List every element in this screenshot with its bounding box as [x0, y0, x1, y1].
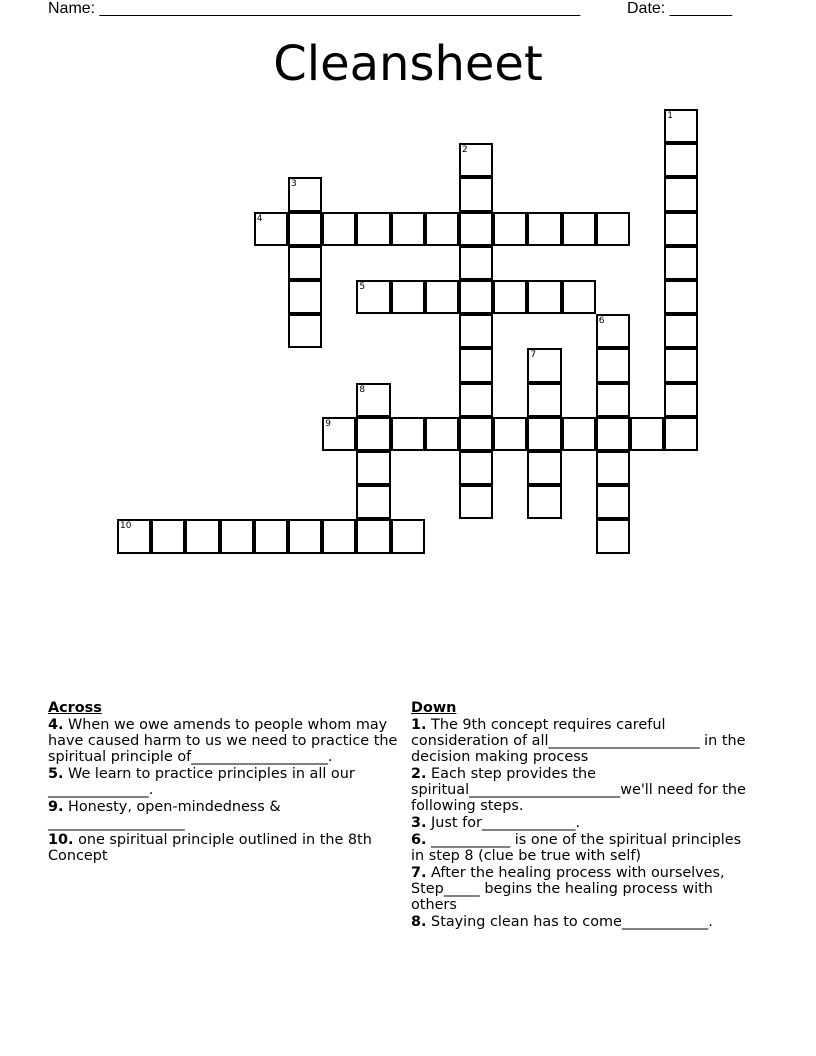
clue — [411, 914, 756, 930]
clue-text: Honesty, open-mindedness & ___________________ — [48, 799, 281, 831]
grid-cell[interactable] — [664, 109, 698, 143]
grid-cell[interactable] — [527, 280, 561, 314]
grid-cell[interactable] — [459, 143, 493, 177]
grid-cell[interactable] — [664, 417, 698, 451]
grid-cell[interactable] — [493, 280, 527, 314]
clue-number: 1. — [411, 717, 427, 733]
grid-cell[interactable] — [562, 212, 596, 246]
grid-cell[interactable] — [527, 417, 561, 451]
clue — [411, 832, 756, 864]
clue-number: 5 — [359, 282, 366, 292]
grid-cell[interactable] — [391, 280, 425, 314]
clue-number: 9 — [325, 418, 331, 429]
grid-cell[interactable] — [664, 246, 698, 280]
clue — [48, 799, 404, 831]
grid-cell[interactable] — [288, 212, 322, 246]
grid-cell[interactable] — [459, 212, 493, 246]
clue-text: After the healing process with ourselves, Step_____ begins the healing process with others — [411, 865, 725, 913]
clue — [411, 766, 756, 814]
grid-cell[interactable] — [356, 485, 390, 519]
grid-cell[interactable] — [664, 143, 698, 177]
date-field[interactable]: Date: _______ — [627, 0, 732, 17]
clue — [411, 815, 756, 831]
grid-cell[interactable] — [493, 212, 527, 246]
clue-text: Staying clean has to come____________. — [426, 914, 713, 930]
clue-number: 2 — [462, 145, 468, 156]
clue-text: The 9th concept requires careful consideration of all_____________________ in the decision making process — [411, 717, 746, 765]
clue-number: 10 — [120, 521, 132, 532]
clue-number: 3. — [411, 815, 427, 831]
grid-cell[interactable] — [254, 519, 288, 553]
page-title: Cleansheet — [273, 36, 543, 92]
grid-cell[interactable] — [596, 348, 630, 382]
grid-cell[interactable] — [459, 177, 493, 211]
grid-cell[interactable] — [117, 519, 151, 553]
grid-cell[interactable] — [288, 280, 322, 314]
clue-number: 1 — [667, 111, 673, 121]
grid-cell[interactable] — [391, 519, 425, 553]
grid-cell[interactable] — [630, 417, 664, 451]
clue-number: 4 — [256, 213, 263, 224]
clue-text: We learn to practice principles in all our ______________. — [48, 766, 355, 798]
grid-cell[interactable] — [596, 485, 630, 519]
clue-number: 4. — [48, 717, 64, 733]
clue — [411, 865, 756, 913]
grid-cell[interactable] — [254, 212, 288, 246]
name-field[interactable]: Name: ______________________________________________________ — [48, 0, 581, 17]
down-clue-list — [411, 717, 756, 930]
clue-number: 10. — [48, 832, 74, 848]
across-heading: Across — [48, 700, 102, 716]
grid-cell[interactable] — [425, 280, 459, 314]
grid-cell[interactable] — [425, 417, 459, 451]
grid-cell[interactable] — [664, 314, 698, 348]
grid-cell[interactable] — [459, 383, 493, 417]
grid-cell[interactable] — [288, 314, 322, 348]
clue-text: Each step provides the spiritual_____________________we'll need for the following steps. — [411, 766, 746, 814]
grid-cell[interactable] — [527, 451, 561, 485]
grid-cell[interactable] — [596, 383, 630, 417]
grid-cell[interactable] — [185, 519, 219, 553]
grid-cell[interactable] — [596, 519, 630, 553]
grid-cell[interactable] — [527, 348, 561, 382]
clue-text: ___________ is one of the spiritual principles in step 8 (clue be true with self) — [411, 832, 742, 864]
grid-cell[interactable] — [151, 519, 185, 553]
clue-number: 3 — [291, 179, 297, 190]
grid-cell[interactable] — [596, 451, 630, 485]
grid-cell[interactable] — [459, 451, 493, 485]
grid-cell[interactable] — [664, 212, 698, 246]
grid-cell[interactable] — [459, 314, 493, 348]
clue-number: 7. — [411, 865, 427, 881]
clue-text: one spiritual principle outlined in the 8th Concept — [48, 832, 372, 864]
grid-cell[interactable] — [288, 177, 322, 211]
grid-cell[interactable] — [562, 417, 596, 451]
grid-cell[interactable] — [356, 519, 390, 553]
across-clues — [48, 700, 404, 865]
grid-cell[interactable] — [459, 485, 493, 519]
grid-cell[interactable] — [596, 314, 630, 348]
clue — [411, 717, 756, 765]
clue-number: 9. — [48, 799, 64, 815]
grid-cell[interactable] — [664, 280, 698, 314]
grid-cell[interactable] — [356, 417, 390, 451]
grid-cell[interactable] — [664, 383, 698, 417]
grid-cell[interactable] — [220, 519, 254, 553]
grid-cell[interactable] — [425, 212, 459, 246]
grid-cell[interactable] — [356, 280, 390, 314]
clue-number: 2. — [411, 766, 427, 782]
clue-number: 5. — [48, 766, 64, 782]
grid-cell[interactable] — [288, 246, 322, 280]
grid-cell[interactable] — [322, 519, 356, 553]
grid-cell[interactable] — [288, 519, 322, 553]
grid-cell[interactable] — [562, 280, 596, 314]
grid-cell[interactable] — [664, 348, 698, 382]
grid-cell[interactable] — [596, 417, 630, 451]
grid-cell[interactable] — [322, 417, 356, 451]
grid-cell[interactable] — [596, 212, 630, 246]
clue — [48, 717, 404, 765]
grid-cell[interactable] — [493, 417, 527, 451]
clue — [48, 766, 404, 798]
grid-cell[interactable] — [459, 417, 493, 451]
grid-cell[interactable] — [356, 451, 390, 485]
grid-cell[interactable] — [356, 212, 390, 246]
grid-cell[interactable] — [459, 246, 493, 280]
grid-cell[interactable] — [322, 212, 356, 246]
clue-text: Just for_____________. — [426, 815, 581, 831]
grid-cell[interactable] — [356, 383, 390, 417]
clue — [48, 832, 404, 864]
clue-number: 8. — [411, 914, 427, 930]
clue-number: 8 — [359, 384, 366, 395]
grid-cell[interactable] — [527, 485, 561, 519]
across-clue-list — [48, 717, 404, 864]
grid-cell[interactable] — [527, 383, 561, 417]
down-heading: Down — [411, 700, 457, 716]
down-clues — [411, 700, 756, 931]
clue-number: 7 — [530, 350, 537, 361]
clue-number: 6. — [411, 832, 427, 848]
grid-cell[interactable] — [459, 280, 493, 314]
grid-cell[interactable] — [664, 177, 698, 211]
grid-cell[interactable] — [391, 212, 425, 246]
clue-number: 6 — [598, 316, 605, 327]
grid-cell[interactable] — [391, 417, 425, 451]
clue-text: When we owe amends to people whom may have caused harm to us we need to practice the spiritual principle of___________________. — [48, 717, 398, 765]
grid-cell[interactable] — [527, 212, 561, 246]
grid-cell[interactable] — [459, 348, 493, 382]
